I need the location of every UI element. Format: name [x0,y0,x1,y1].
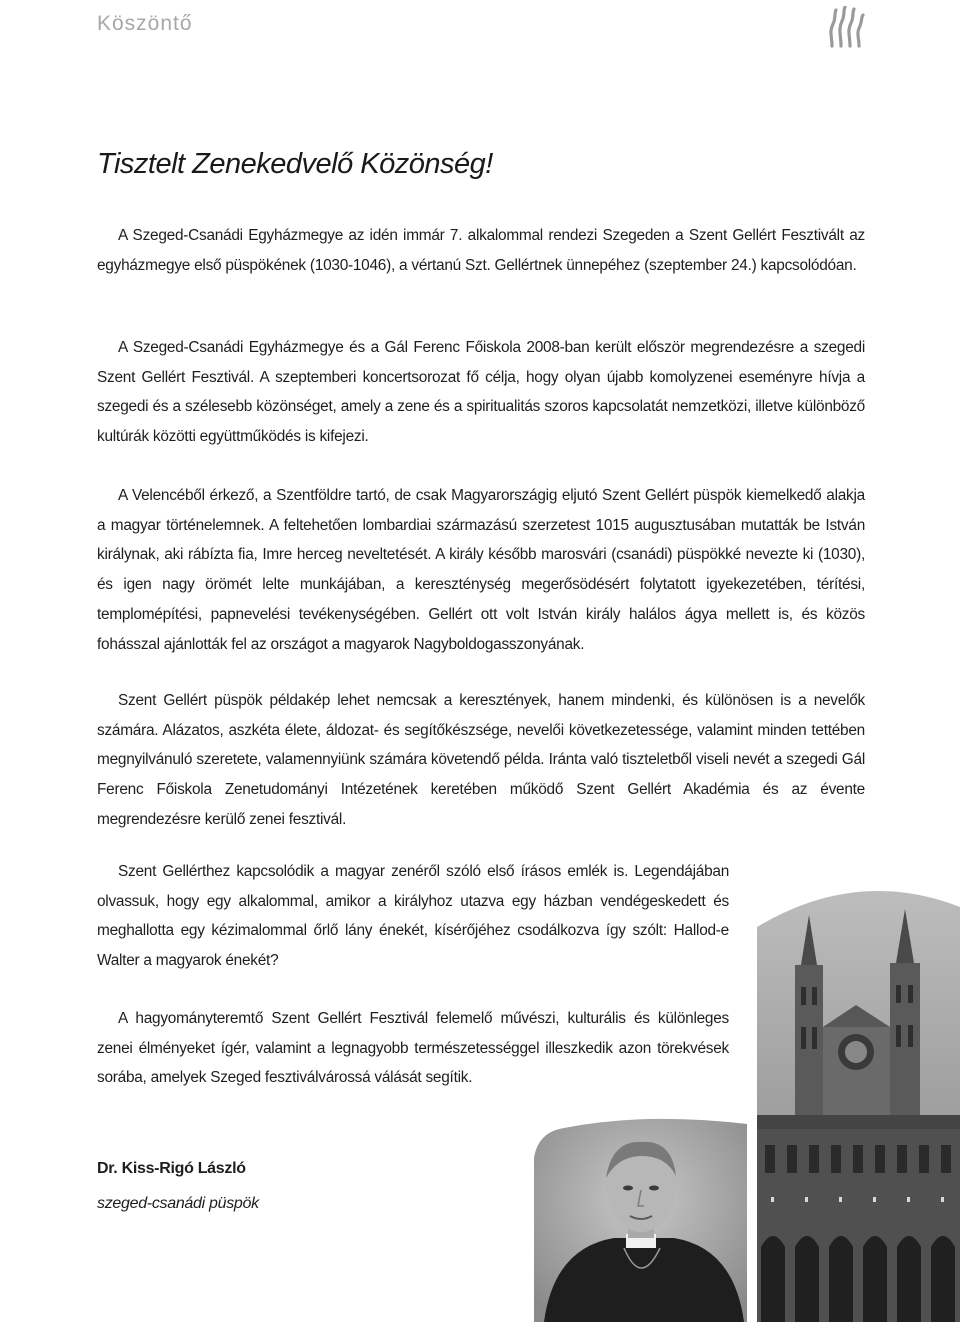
letter-heading: Tisztelt Zenekedvelő Közönség! [97,148,493,180]
letter-paragraph: A hagyományteremtő Szent Gellért Fesztivál felemelő művészi, kulturális és különleges zenei élményeket ígér, valamint a legnagyobb természetességgel illeszkedik azon törekvések sorába, amelyek Szeged fesztiválvárossá válását segítik. [97,1010,729,1087]
signature-title: szeged-csanádi püspök [97,1195,259,1212]
signature-name: Dr. Kiss-Rigó László [97,1160,246,1177]
section-label: Köszöntő [97,12,193,35]
letter-paragraph: A Velencéből érkező, a Szentföldre tartó, de csak Magyarországig eljutó Szent Gellért püspök kiemelkedő alakja a magyar történelemnek. A feltehetően lombardiai származású szerzetest 1015 augusztusában mutatták be István királynak, aki rábízta fia, Imre herceg neveltetését. A király később marosvári (csanádi) püspökké nevezte ki (1030), és igen nagy örömét lelte munkájában, a kereszténység megerősödésért folytatott igyekezetében, térítési, templomépítési, papnevelési tevékenységében. Gellért ott volt István király halálos ágya mellett is, és közös fohásszal ajánlották fel az országot a magyarok Nagyboldogasszonyának. [97,487,865,653]
cathedral-photo [757,887,960,1322]
letter-paragraph: A Szeged-Csanádi Egyházmegye az idén immár 7. alkalommal rendezi Szegeden a Szent Gellért Fesztivált az egyházmegye első püspökének (1030-1046), a vértanú Szt. Gellértnek ünnepéhez (szeptember 24.) kapcsolódóan. [97,227,865,274]
festival-logo-icon [826,6,866,48]
letter-paragraph: Szent Gellérthez kapcsolódik a magyar zenéről szóló első írásos emlék is. Legendájában olvassuk, hogy egy alkalommal, amikor a királyhoz utazva egy házban vendégeskedett és meghallotta egy kézimalommal őrlő lány énekét, kísérőjéhez csodálkozva így szólt: Hallod-e Walter a magyarok énekét? [97,863,729,970]
bishop-portrait-photo [534,1118,747,1322]
letter-paragraph: Szent Gellért püspök példakép lehet nemcsak a keresztények, hanem mindenki, és különösen is a nevelők számára. Alázatos, aszkéta élete, áldozat- és segítőkészsége, nevelői következetessége, valamint minden tettében megnyilvánuló szeretete, valamennyiünk számára követendő példa. Iránta való tiszteletből viseli nevét a szegedi Gál Ferenc Főiskola Zenetudományi Intézetének keretében működő Szent Gellért Akadémia és az évente megrendezésre kerülő zenei fesztivál. [97,692,865,828]
letter-paragraph: A Szeged-Csanádi Egyházmegye és a Gál Ferenc Főiskola 2008-ban került először megrendezésre a szegedi Szent Gellért Fesztivál. A szeptemberi koncertsorozat fő célja, hogy olyan újabb komolyzenei eseményre hívja a szegedi és a szélesebb közönséget, amely a zene és a spiritualitás szoros kapcsolatát nemzetközi, illetve különböző kultúrák közötti együttműködés is kifejezi. [97,339,865,446]
